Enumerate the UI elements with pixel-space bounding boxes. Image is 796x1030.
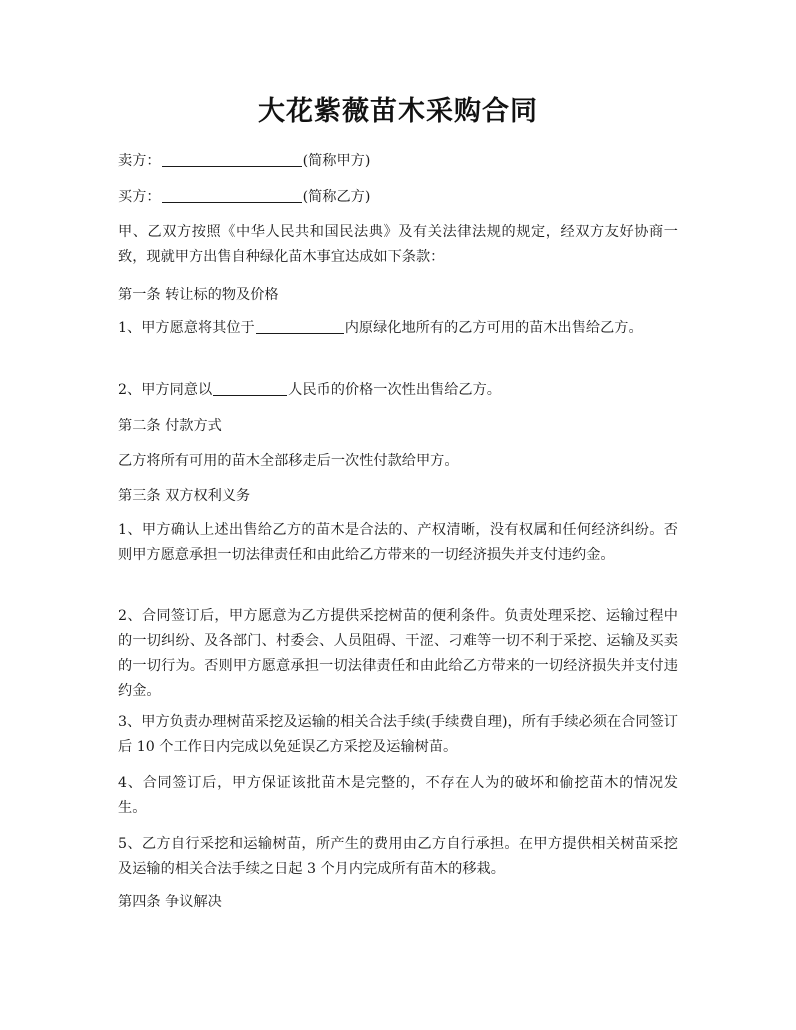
buyer-label: 买方： [118,189,161,205]
article1-heading: 第一条 转让标的物及价格 [118,287,279,303]
a1-clause2-prefix: 2、甲方同意以 [118,382,213,398]
article3-clause5: 5、乙方自行采挖和运输树苗，所产生的费用由乙方自行承担。在甲方提供相关树苗采挖及运输的相关合法手续之日起 3 个月内完成所有苗木的移栽。 [118,836,678,877]
seller-label: 卖方： [118,153,161,169]
seller-line [118,149,678,174]
article4-heading: 第四条 争议解决 [118,894,222,910]
article2-heading: 第二条 付款方式 [118,418,222,434]
location-blank [256,319,344,334]
seller-blank [162,152,302,167]
a1-clause1-prefix: 1、甲方愿意将其位于 [118,320,255,336]
a1-clause1-suffix: 内原绿化地所有的乙方可用的苗木出售给乙方。 [344,320,643,336]
article2-clause1: 乙方将所有可用的苗木全部移走后一次性付款给甲方。 [118,453,459,469]
article3-clause2: 2、合同签订后，甲方愿意为乙方提供采挖树苗的便利条件。负责处理采挖、运输过程中的一切纠纷、及各部门、村委会、人员阻碍、干涩、刁难等一切不利于采挖、运输及买卖的一切行为。否则甲方愿意承担一切法律责任和由此给乙方带来的一切经济损失并支付违约金。 [118,608,678,699]
buyer-suffix: (简称乙方) [302,189,371,205]
buyer-blank [162,188,302,203]
preamble-paragraph: 甲、乙双方按照《中华人民共和国民法典》及有关法律法规的规定，经双方友好协商一致，现就甲方出售自种绿化苗木事宜达成如下条款： [118,224,678,265]
document-title: 大花紫薇苗木采购合同 [258,96,538,127]
a1-clause2-suffix: 人民币的价格一次性出售给乙方。 [288,382,501,398]
seller-suffix: (简称甲方) [302,153,371,169]
article3-clause1: 1、甲方确认上述出售给乙方的苗木是合法的、产权清晰，没有权属和任何经济纠纷。否则甲方愿意承担一切法律责任和由此给乙方带来的一切经济损失并支付违约金。 [118,522,678,563]
article3-clause4: 4、合同签订后，甲方保证该批苗木是完整的，不存在人为的破坏和偷挖苗木的情况发生。 [118,775,678,816]
buyer-line [118,185,678,210]
article1-clause1 [118,316,678,341]
article1-clause2 [118,378,678,403]
article3-heading: 第三条 双方权利义务 [118,488,251,504]
article3-clause3: 3、甲方负责办理树苗采挖及运输的相关合法手续(手续费自理)，所有手续必须在合同签订后 10 个工作日内完成以免延误乙方采挖及运输树苗。 [118,714,678,755]
price-blank [213,381,287,396]
